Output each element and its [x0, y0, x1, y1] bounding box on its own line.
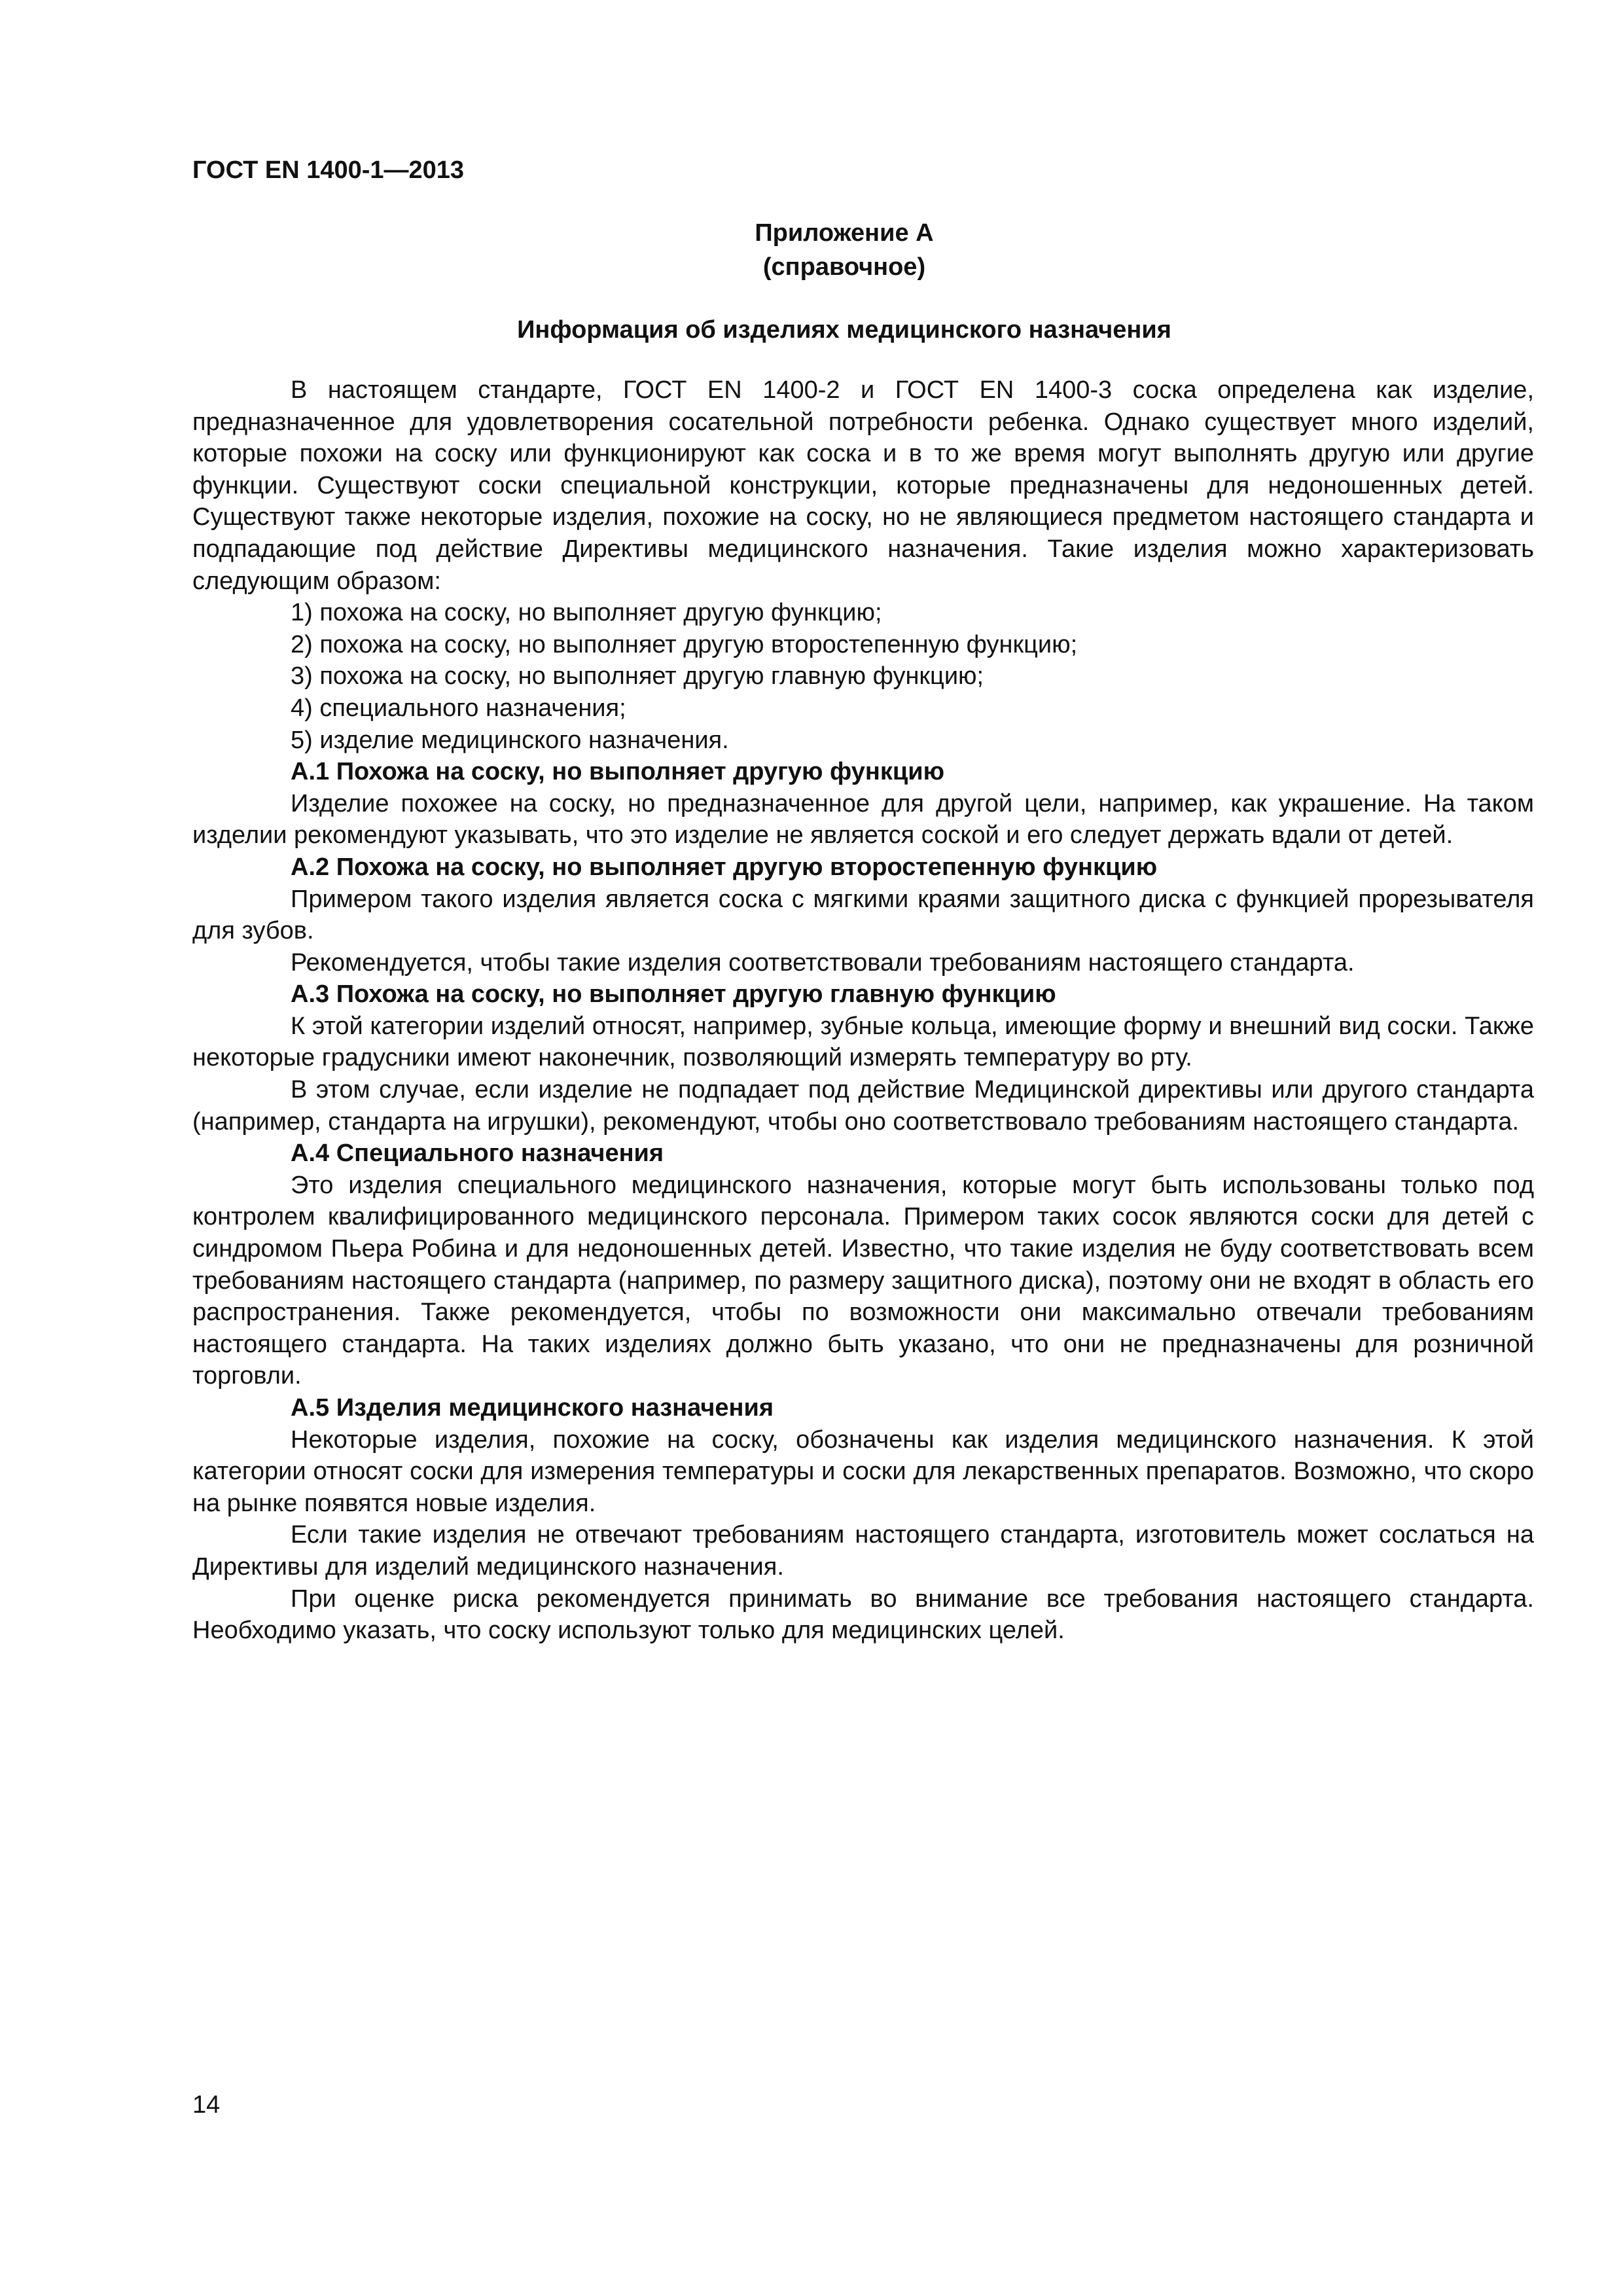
category-item: 5) изделие медицинского назначения. — [291, 726, 729, 754]
document-code: ГОСТ EN 1400-1—2013 — [192, 156, 465, 184]
section-a5-paragraph: Некоторые изделия, похожие на соску, обозначены как изделия медицинского назначения. К этой категории относят соски для измерения температуры и соски для лекарственных препаратов. Возможно, что скоро на рынке появятся новые изделия. — [192, 1426, 1534, 1517]
section-a5-paragraph: При оценке риска рекомендуется принимать во внимание все требования настоящего стандарта. Необходимо указать, что соску используют только для медицинских целей. — [192, 1585, 1534, 1645]
section-a2-paragraph: Примером такого изделия является соска с мягкими краями защитного диска с функцией прорезывателя для зубов. — [192, 885, 1534, 945]
category-item: 2) похожа на соску, но выполняет другую второстепенную функцию; — [291, 630, 1078, 658]
section-heading-a2: А.2 Похожа на соску, но выполняет другую второстепенную функцию — [291, 853, 1158, 881]
section-heading-a3: А.3 Похожа на соску, но выполняет другую главную функцию — [291, 980, 1056, 1009]
appendix-subtitle: (справочное) — [762, 253, 926, 281]
section-a3-paragraph: К этой категории изделий относят, например, зубные кольца, имеющие форму и внешний вид соски. Также некоторые градусники имеют наконечник, позволяющий измерять температуру во рту. — [192, 1012, 1534, 1072]
intro-paragraph: В настоящем стандарте, ГОСТ EN 1400-2 и ГОСТ EN 1400-3 соска определена как изделие, предназначенное для удовлетворения сосательной потребности ребенка. Однако существует много изделий, которые похожи на соску или функционируют как соска и в то же время могут выполнять другую или другие функции. Существуют соски специальной конструкции, которые предназначены для недоношенных детей. Существуют также некоторые изделия, похожие на соску, но не являющиеся предметом настоящего стандарта и подпадающие под действие Директивы медицинского назначения. Такие изделия можно характеризовать следующим образом: — [192, 376, 1534, 595]
section-a4-paragraph: Это изделия специального медицинского назначения, которые могут быть использованы только под контролем квалифицированного медицинского персонала. Примером таких сосок являются соски для детей с синдромом Пьера Робина и для недоношенных детей. Известно, что такие изделия не буду соответствовать всем требованиям настоящего стандарта (например, по размеру защитного диска), поэтому они не входят в область его распространения. Также рекомендуется, чтобы по возможности они максимально отвечали требованиям настоящего стандарта. На таких изделиях должно быть указано, что они не предназначены для розничной торговли. — [192, 1171, 1534, 1390]
section-a3-paragraph: В этом случае, если изделие не подпадает под действие Медицинской директивы или другого стандарта (например, стандарта на игрушки), рекомендуют, чтобы оно соответствовало требованиям настоящего стандарта. — [192, 1076, 1534, 1136]
section-heading-a4: А.4 Специального назначения — [291, 1139, 664, 1168]
page-number: 14 — [192, 2091, 221, 2119]
section-a2-paragraph: Рекомендуется, чтобы такие изделия соответствовали требованиям настоящего стандарта. — [291, 948, 1355, 977]
category-item: 3) похожа на соску, но выполняет другую главную функцию; — [291, 662, 984, 691]
section-a5-paragraph: Если такие изделия не отвечают требованиям настоящего стандарта, изготовитель может сослаться на Директивы для изделий медицинского назначения. — [192, 1521, 1534, 1581]
section-a1-paragraph: Изделие похожее на соску, но предназначенное для другой цели, например, как украшение. На таком изделии рекомендуют указывать, что это изделие не является соской и его следует держать вдали от детей. — [192, 789, 1534, 850]
section-title: Информация об изделиях медицинского назначения — [517, 316, 1171, 344]
document-body — [192, 374, 1534, 1647]
section-heading-a1: А.1 Похожа на соску, но выполняет другую функцию — [291, 758, 945, 786]
category-item: 1) похожа на соску, но выполняет другую функцию; — [291, 599, 882, 627]
category-item: 4) специального назначения; — [291, 694, 626, 722]
appendix-title: Приложение А — [755, 219, 934, 247]
appendix-heading — [0, 216, 1623, 284]
section-heading-a5: А.5 Изделия медицинского назначения — [291, 1394, 774, 1422]
